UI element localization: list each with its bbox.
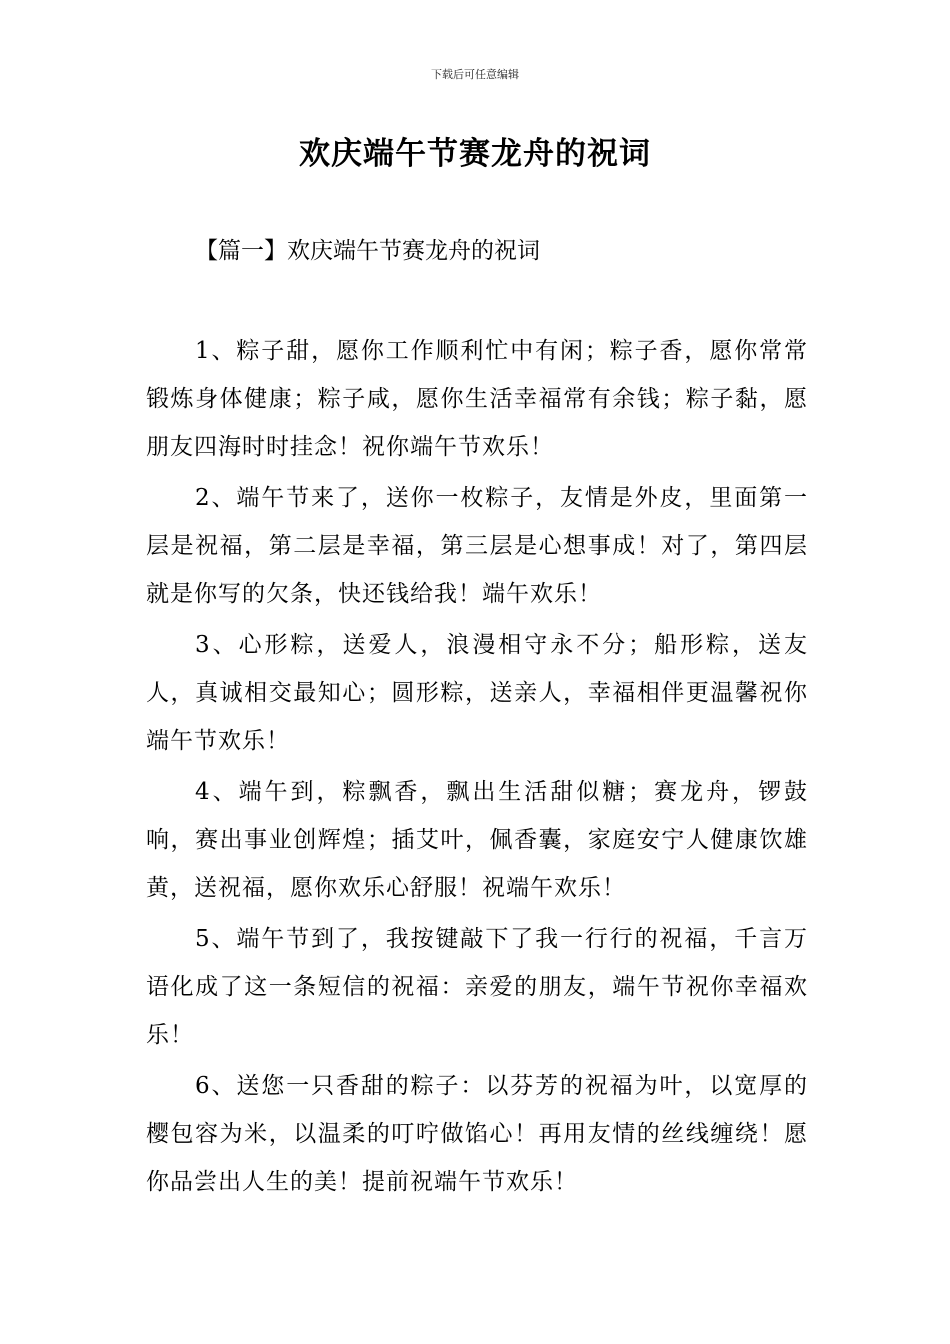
paragraph-6: 6、送您一只香甜的粽子：以芬芳的祝福为叶，以宽厚的樱包容为米，以温柔的叮咛做馅心！再用友情的丝线缠绕！愿你品尝出人生的美！提前祝端午节欢乐！	[146, 1073, 808, 1195]
paragraph-3: 3、心形粽，送爱人，浪漫相守永不分；船形粽，送友人，真诚相交最知心；圆形粽，送亲人，幸福相伴更温馨祝你端午节欢乐！	[146, 632, 808, 754]
paragraph-4: 4、端午到，粽飘香，飘出生活甜似糖；赛龙舟，锣鼓响，赛出事业创辉煌；插艾叶，佩香囊，家庭安宁人健康饮雄黄，送祝福，愿你欢乐心舒服！祝端午欢乐！	[146, 779, 808, 901]
paragraph-2: 2、端午节来了，送你一枚粽子，友情是外皮，里面第一层是祝福，第二层是幸福，第三层是心想事成！对了，第四层就是你写的欠条，快还钱给我！端午欢乐！	[146, 485, 808, 607]
paragraph-5: 5、端午节到了，我按键敲下了我一行行的祝福，千言万语化成了这一条短信的祝福：亲爱的朋友，端午节祝你幸福欢乐！	[146, 926, 808, 1048]
header-note: 下载后可任意编辑	[431, 68, 519, 81]
paragraph-1: 1、粽子甜，愿你工作顺利忙中有闲；粽子香，愿你常常锻炼身体健康；粽子咸，愿你生活幸福常有余钱；粽子黏，愿朋友四海时时挂念！祝你端午节欢乐！	[146, 338, 808, 460]
section-heading: 【篇一】欢庆端午节赛龙舟的祝词	[195, 238, 540, 264]
document-title: 欢庆端午节赛龙舟的祝词	[299, 136, 651, 172]
body-text	[146, 327, 808, 1209]
